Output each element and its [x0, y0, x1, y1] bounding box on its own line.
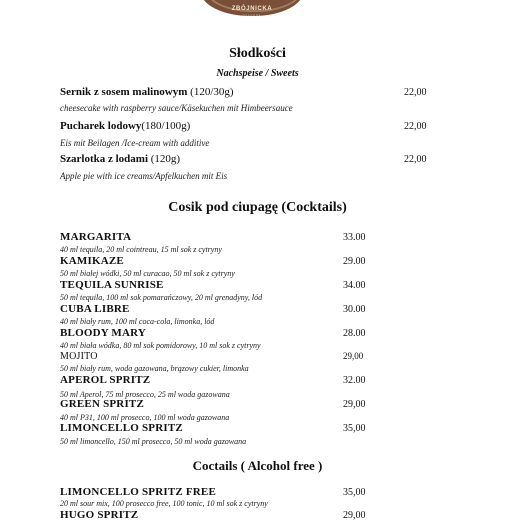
- dessert-name: Szarlotka z lodami: [60, 153, 148, 165]
- dessert-price: 22,00: [404, 121, 427, 132]
- cocktail-description: 50 ml biały rum, woda gazowana, brązowy cukier, limonka: [60, 364, 249, 373]
- logo-text: ZBÓJNICKA: [231, 6, 273, 12]
- dessert-description: Eis mit Beilagen /Ice-cream with additive: [60, 138, 210, 148]
- cocktail-price: 28.00: [343, 328, 366, 339]
- logo-subtext: gospoda: [242, 13, 262, 16]
- dessert-price: 22,00: [404, 87, 427, 98]
- cocktail-description: 50 ml limoncello, 150 ml prosecco, 50 ml woda gazowana: [60, 437, 247, 446]
- cocktail-description: 20 ml sour mix, 100 prosecco free, 100 tonic, 10 ml sok z cytryny: [60, 499, 268, 508]
- dessert-weight: (120g): [148, 153, 181, 165]
- cocktail-description: 40 ml P31, 100 ml prosecco, 100 ml woda gazowana: [60, 413, 230, 422]
- cocktail-description: 50 ml tequila, 100 ml sok pomarańczowy, 20 ml grenadyny, lód: [60, 293, 263, 302]
- cocktail-name: GREEN SPRITZ: [60, 398, 145, 410]
- dessert-item-name: [60, 153, 180, 165]
- cocktail-price: 32.00: [343, 375, 366, 386]
- cocktail-description: 40 ml tequila, 20 ml cointreau, 15 ml sok z cytryny: [60, 245, 222, 254]
- cocktail-name: APEROL SPRITZ: [60, 374, 151, 386]
- cocktail-name: KAMIKAZE: [60, 255, 124, 267]
- cocktail-price: 29,00: [343, 351, 364, 361]
- cocktail-name: MOJITO: [60, 351, 98, 362]
- desserts-subtitle: Nachspeise / Sweets: [216, 68, 299, 79]
- dessert-name: Pucharek lodowy: [60, 120, 142, 132]
- cocktail-description: 50 ml białej wódki, 50 ml curacao, 50 ml sok z cytryny: [60, 269, 235, 278]
- cocktail-price: 29,00: [343, 510, 366, 521]
- cocktail-description: 50 ml Aperol, 75 ml prosecco, 25 ml woda gazowana: [60, 390, 230, 399]
- dessert-description: cheesecake with raspberry sauce/Käsekuchen mit Himbeersauce: [60, 103, 293, 113]
- cocktail-price: 35,00: [343, 487, 366, 498]
- dessert-item-name: [60, 86, 234, 98]
- cocktail-name: MARGARITA: [60, 231, 132, 243]
- logo-badge: [200, 0, 304, 16]
- dessert-item-name: [60, 120, 190, 132]
- cocktail-price: 34.00: [343, 280, 366, 291]
- dessert-price: 22,00: [404, 154, 427, 165]
- cocktail-description: 40 ml biała wódka, 80 ml sok pomidorowy, 10 ml sok z cytryny: [60, 341, 261, 350]
- cocktail-name: LIMONCELLO SPRITZ FREE: [60, 486, 216, 498]
- cocktail-price: 35,00: [343, 423, 366, 434]
- cocktail-name: HUGO SPRITZ: [60, 509, 139, 521]
- cocktail-price: 30.00: [343, 304, 366, 315]
- cocktail-name: BLOODY MARY: [60, 327, 147, 339]
- alcohol-free-title: Coctails ( Alcohol free ): [192, 458, 323, 473]
- desserts-title: Słodkości: [229, 46, 286, 61]
- cocktail-price: 29,00: [343, 399, 366, 410]
- cocktail-description: 40 ml biały rum, 100 ml coca-cola, limonka, lód: [60, 317, 215, 326]
- cocktail-price: 33.00: [343, 232, 366, 243]
- cocktail-price: 29.00: [343, 256, 366, 267]
- dessert-weight: (120/30g): [187, 86, 234, 98]
- dessert-weight: (180/100g): [141, 120, 191, 132]
- cocktail-name: CUBA LIBRE: [60, 303, 130, 315]
- dessert-name: Sernik z sosem malinowym: [60, 86, 188, 98]
- cocktail-name: TEQUILA SUNRISE: [60, 279, 164, 291]
- cocktails-title: Cosik pod ciupagę (Cocktails): [168, 200, 347, 215]
- cocktail-name: LIMONCELLO SPRITZ: [60, 422, 183, 434]
- dessert-description: Apple pie with ice creams/Apfelkuchen mit Eis: [60, 171, 228, 181]
